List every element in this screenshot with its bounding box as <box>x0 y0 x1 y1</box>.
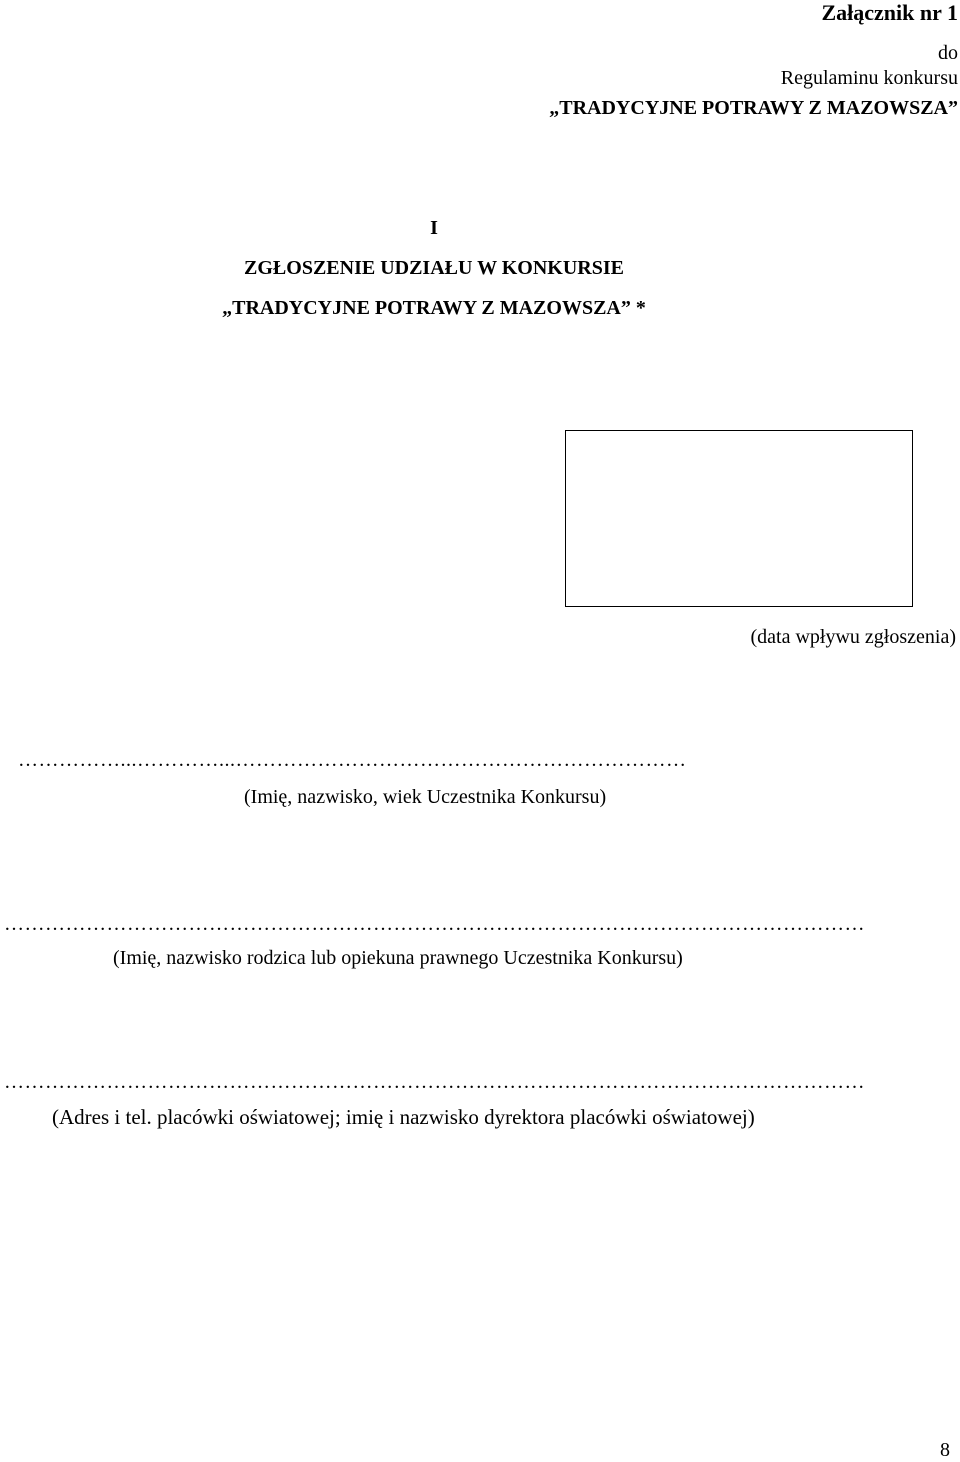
participant-field-caption: (Imię, nazwisko, wiek Uczestnika Konkursu) <box>244 786 607 808</box>
form-contest-name: „TRADYCYJNE POTRAWY Z MAZOWSZA” * <box>222 297 646 319</box>
header-line-do: do <box>938 42 958 64</box>
school-field-caption: (Adres i tel. placówki oświatowej; imię i nazwisko dyrektora placówki oświatowej) <box>52 1105 755 1129</box>
form-title: ZGŁOSZENIE UDZIAŁU W KONKURSIE <box>244 257 624 279</box>
guardian-field-caption: (Imię, nazwisko rodzica lub opiekuna prawnego Uczestnika Konkursu) <box>113 947 683 969</box>
receipt-stamp-caption: (data wpływu zgłoszenia) <box>750 626 956 648</box>
section-number: I <box>430 217 438 239</box>
page-number: 8 <box>940 1439 950 1461</box>
school-fill-line: ……………………………………………………………………………………………………………… <box>4 1071 865 1093</box>
participant-fill-line: ……………...…………...………………………………………………………… <box>18 749 687 771</box>
guardian-fill-line: ……………………………………………………………………………………………………………… <box>4 913 865 935</box>
header-line-contest: „TRADYCYJNE POTRAWY Z MAZOWSZA” <box>549 97 958 119</box>
receipt-stamp-box <box>565 430 913 607</box>
annex-title: Załącznik nr 1 <box>821 0 958 25</box>
header-line-regulation: Regulaminu konkursu <box>780 67 958 89</box>
